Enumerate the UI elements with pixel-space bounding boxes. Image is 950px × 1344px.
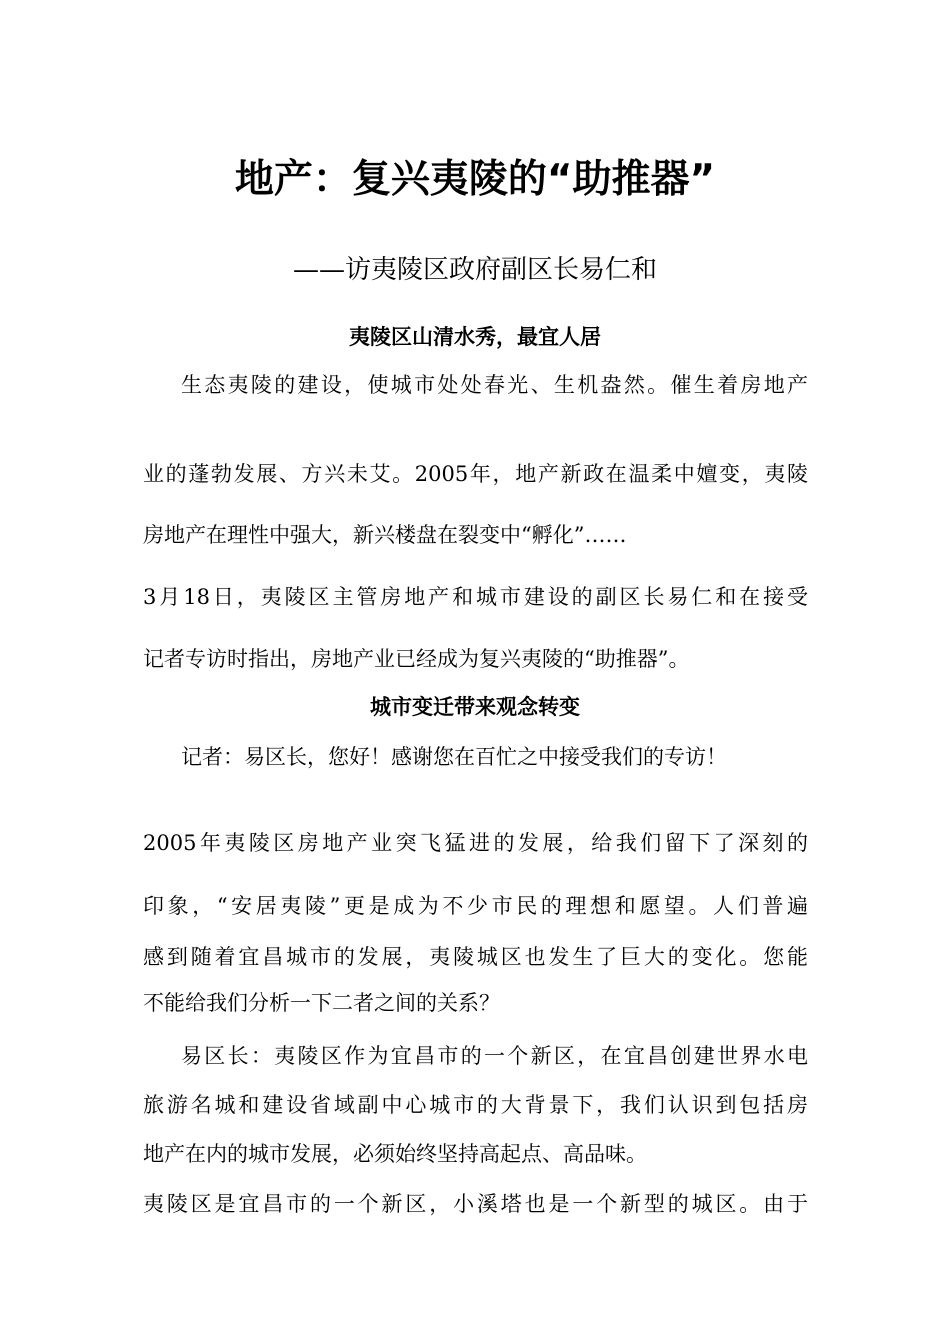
article-title: 地产：复兴夷陵的“助推器” — [234, 157, 716, 202]
paragraph-line: 旅游名城和建设省域副中心城市的大背景下，我们认识到包括房 — [143, 1093, 808, 1117]
paragraph-line: 3月18日，夷陵区主管房地产和城市建设的副区长易仁和在接受 — [143, 585, 808, 609]
paragraph-line: 业的蓬勃发展、方兴未艾。2005年，地产新政在温柔中嬗变，夷陵 — [143, 462, 808, 486]
paragraph-line: 房地产在理性中强大，新兴楼盘在裂变中“孵化”…… — [143, 523, 627, 547]
paragraph-line: 记者专访时指出，房地产业已经成为复兴夷陵的“助推器”。 — [143, 647, 690, 671]
paragraph-line: 不能给我们分析一下二者之间的关系？ — [143, 991, 500, 1015]
paragraph-line: 地产在内的城市发展，必须始终坚持高起点、高品味。 — [143, 1142, 647, 1166]
paragraph-line: 感到随着宜昌城市的发展，夷陵城区也发生了巨大的变化。您能 — [143, 945, 808, 969]
paragraph-line: 夷陵区是宜昌市的一个新区，小溪塔也是一个新型的城区。由于 — [143, 1192, 808, 1216]
paragraph-line: 易区长：夷陵区作为宜昌市的一个新区，在宜昌创建世界水电 — [181, 1044, 808, 1068]
section-heading-livable: 夷陵区山清水秀，最宜人居 — [349, 324, 601, 349]
paragraph-line: 2005年夷陵区房地产业突飞猛进的发展，给我们留下了深刻的 — [143, 831, 808, 855]
section-heading-urban-change: 城市变迁带来观念转变 — [370, 694, 580, 719]
article-subtitle: ——访夷陵区政府副区长易仁和 — [292, 255, 657, 285]
paragraph-line: 记者：易区长，您好！感谢您在百忙之中接受我们的专访！ — [181, 745, 727, 769]
paragraph-line: 生态夷陵的建设，使城市处处春光、生机盎然。催生着房地产 — [181, 373, 808, 397]
paragraph-line: 印象，“安居夷陵”更是成为不少市民的理想和愿望。人们普遍 — [143, 894, 808, 918]
